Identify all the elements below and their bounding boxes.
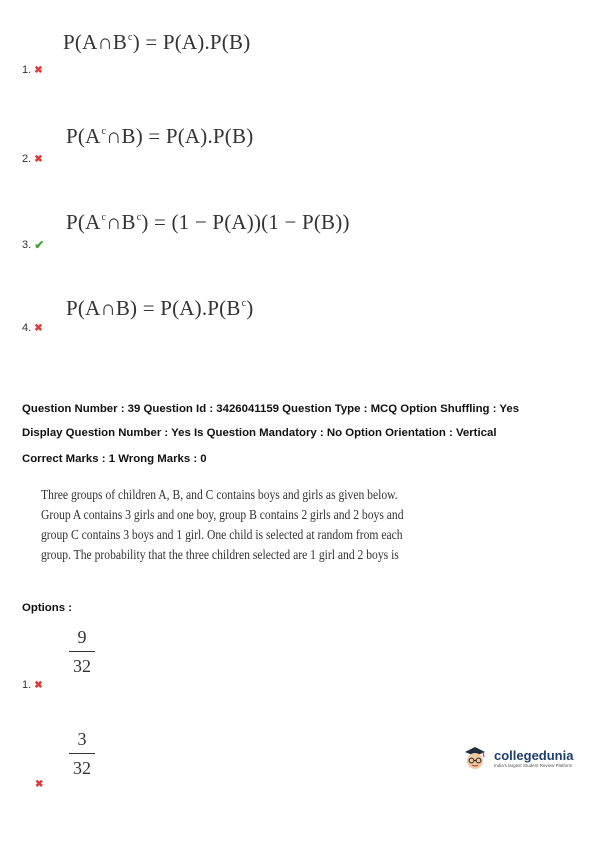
prev-option-1-formula: $P(A\cap B^c) = P(A).P(B)$ <box>63 30 251 54</box>
fraction-bar <box>69 753 95 754</box>
prev-option-2-number: 2. ✖ <box>22 153 43 165</box>
option-1-denominator: 32 <box>73 656 91 677</box>
collegedunia-logo <box>462 744 573 772</box>
cross-icon: ✖ <box>34 153 43 165</box>
cross-icon: ✖ <box>34 64 43 76</box>
prev-option-2-formula: $P(A^c\cap B) = P(A).P(B)$ <box>66 124 254 148</box>
cross-icon: ✖ <box>34 322 43 334</box>
prev-option-4-formula: P(A∩B) = $P(A).P(B^c)$ <box>66 296 254 320</box>
option-1-fraction <box>67 626 97 677</box>
option-2-fraction <box>67 728 97 779</box>
question-meta-line2: Display Question Number : Yes Is Question Mandatory : No Option Orientation : Vertical <box>22 427 497 439</box>
option-1-number: 1. ✖ <box>22 679 43 691</box>
option-1-numerator: 9 <box>77 627 87 647</box>
question-meta-line1: Question Number : 39 Question Id : 3426041159 Question Type : MCQ Option Shuffling : Yes <box>22 403 520 415</box>
option-2-numerator: 3 <box>77 729 87 749</box>
mascot-icon <box>462 744 488 772</box>
question-text: Three groups of children A, B, and C contains boys and girls as given below. Group A contains 3 girls and one boy, group B contains 2 girls and 2 boys and group C contains 3 boys and 1 girl. One child is selected at random from each group. The probability that the three children selected are 1 girl and 2 boys is <box>41 487 404 562</box>
fraction-bar <box>69 651 95 652</box>
prev-option-3-number: 3. ✔ <box>22 238 45 252</box>
logo-tagline: India's largest Student Review Platform <box>494 763 573 768</box>
question-marks: Correct Marks : 1 Wrong Marks : 0 <box>22 453 207 465</box>
prev-option-3-formula: $P(A^c\cap B^c) = (1 - P(A))(1 - P(B))$ <box>66 210 350 234</box>
check-icon: ✔ <box>34 238 45 252</box>
logo-brand-text: collegedunia <box>494 748 574 763</box>
prev-option-4-number: 4. ✖ <box>22 322 43 334</box>
option-2-denominator: 32 <box>73 758 91 779</box>
cross-icon: ✖ <box>34 679 43 691</box>
prev-option-1-number: 1. ✖ <box>22 64 43 76</box>
option-2-number <box>32 779 43 790</box>
options-label: Options : <box>22 602 72 614</box>
cross-icon: ✖ <box>35 779 44 790</box>
